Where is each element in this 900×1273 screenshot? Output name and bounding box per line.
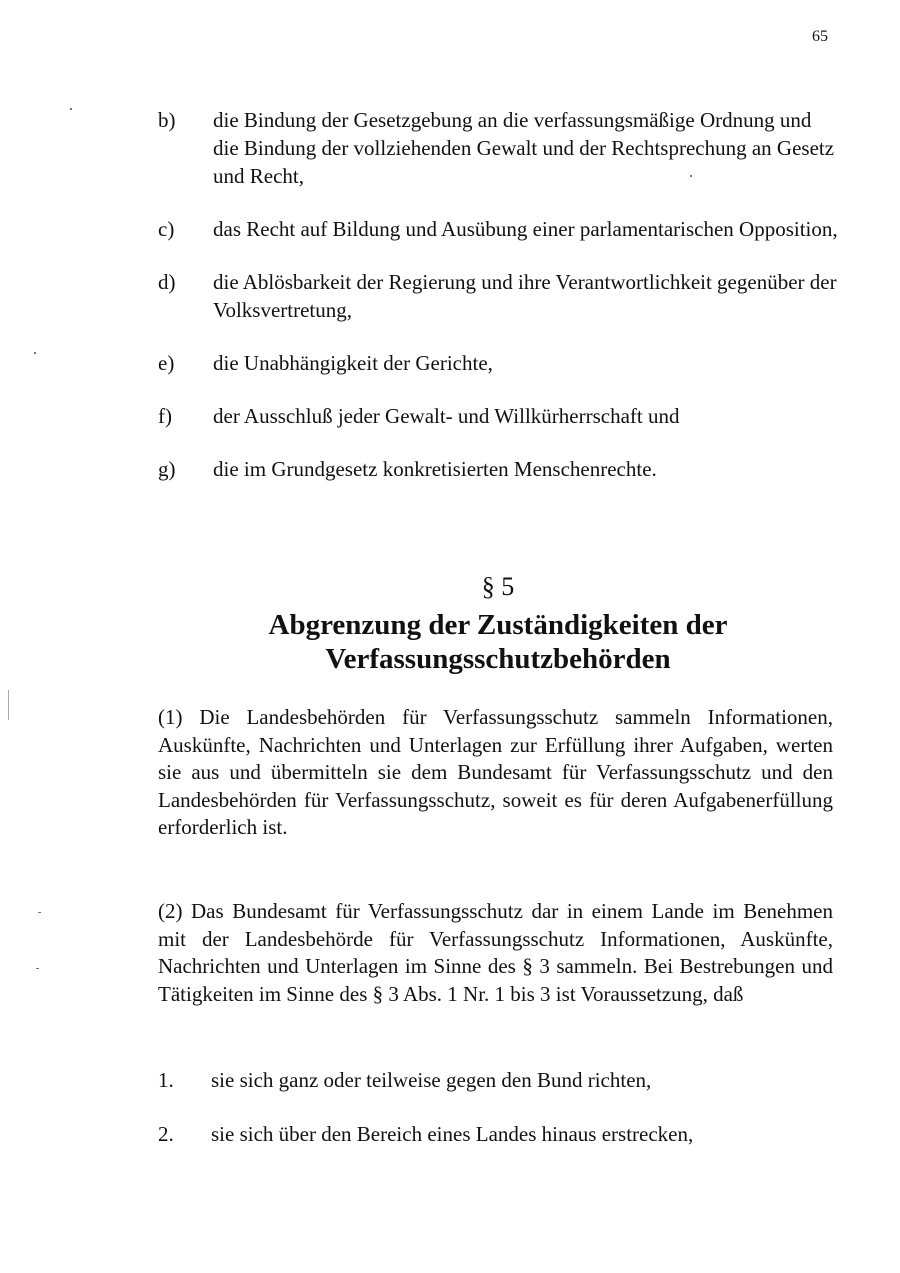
list-item [158, 268, 838, 324]
list-item-text: das Recht auf Bildung und Ausübung einer parlamentarischen Opposition, [213, 217, 838, 241]
section-title: Abgrenzung der Zuständigkeiten der Verfassungsschutzbehörden [268, 609, 728, 675]
list-item-text: der Ausschluß jeder Gewalt- und Willkürherrschaft und [213, 404, 680, 428]
list-item [158, 402, 838, 430]
section-heading [158, 570, 838, 676]
scan-speck [38, 912, 41, 913]
page-number: 65 [812, 28, 828, 45]
list-item [158, 215, 838, 243]
list-item-text: sie sich ganz oder teilweise gegen den Bund richten, [211, 1068, 652, 1092]
list-item [158, 1066, 838, 1094]
list-item-label: g) [158, 457, 176, 481]
list-item-label: d) [158, 270, 176, 294]
scan-speck [34, 352, 36, 354]
list-item-label: b) [158, 108, 176, 132]
list-item-text: die Bindung der Gesetzgebung an die verfassungsmäßige Ordnung und die Bindung der vollziehenden Gewalt und der Rechtsprechung an Gesetz und Recht, [213, 108, 835, 188]
paragraph-1: (1) Die Landesbehörden für Verfassungsschutz sammeln Informationen, Auskünfte, Nachrichten und Unterlagen zur Erfüllung ihrer Aufgaben, werten sie aus und übermitteln sie dem Bundesamt für Verfassungsschutz und den Landesbehörden für Verfassungsschutz, soweit es für deren Aufgabenerfüllung erforderlich ist. [158, 705, 833, 839]
list-item-label: 2. [158, 1122, 174, 1146]
list-item-text: die Unabhängigkeit der Gerichte, [213, 351, 493, 375]
list-item [158, 106, 838, 190]
list-item [158, 1120, 838, 1148]
paragraph-2: (2) Das Bundesamt für Verfassungsschutz dar in einem Lande im Benehmen mit der Landesbehörde für Verfassungsschutz Informationen, Auskünfte, Nachrichten und Unterlagen im Sinne des § 3 sammeln. Bei Bestrebungen und Tätigkeiten im Sinne des § 3 Abs. 1 Nr. 1 bis 3 ist Voraussetzung, daß [158, 899, 833, 1006]
list-item-text: die Ablösbarkeit der Regierung und ihre Verantwortlichkeit gegenüber der Volksvertretung, [213, 270, 837, 322]
list-item-label: 1. [158, 1068, 174, 1092]
scan-speck [690, 175, 692, 177]
enumerated-list-numbers [158, 1066, 838, 1174]
section-number: § 5 [481, 572, 515, 601]
list-item-text: sie sich über den Bereich eines Landes hinaus erstrecken, [211, 1122, 694, 1146]
scan-speck [8, 690, 9, 720]
list-item-label: c) [158, 217, 175, 241]
scan-speck [36, 968, 39, 969]
list-item [158, 349, 838, 377]
list-item [158, 455, 838, 483]
enumerated-list-letters [158, 106, 838, 508]
list-item-text: die im Grundgesetz konkretisierten Menschenrechte. [213, 457, 657, 481]
scan-speck [70, 108, 72, 110]
list-item-label: f) [158, 404, 172, 428]
list-item-label: e) [158, 351, 175, 375]
